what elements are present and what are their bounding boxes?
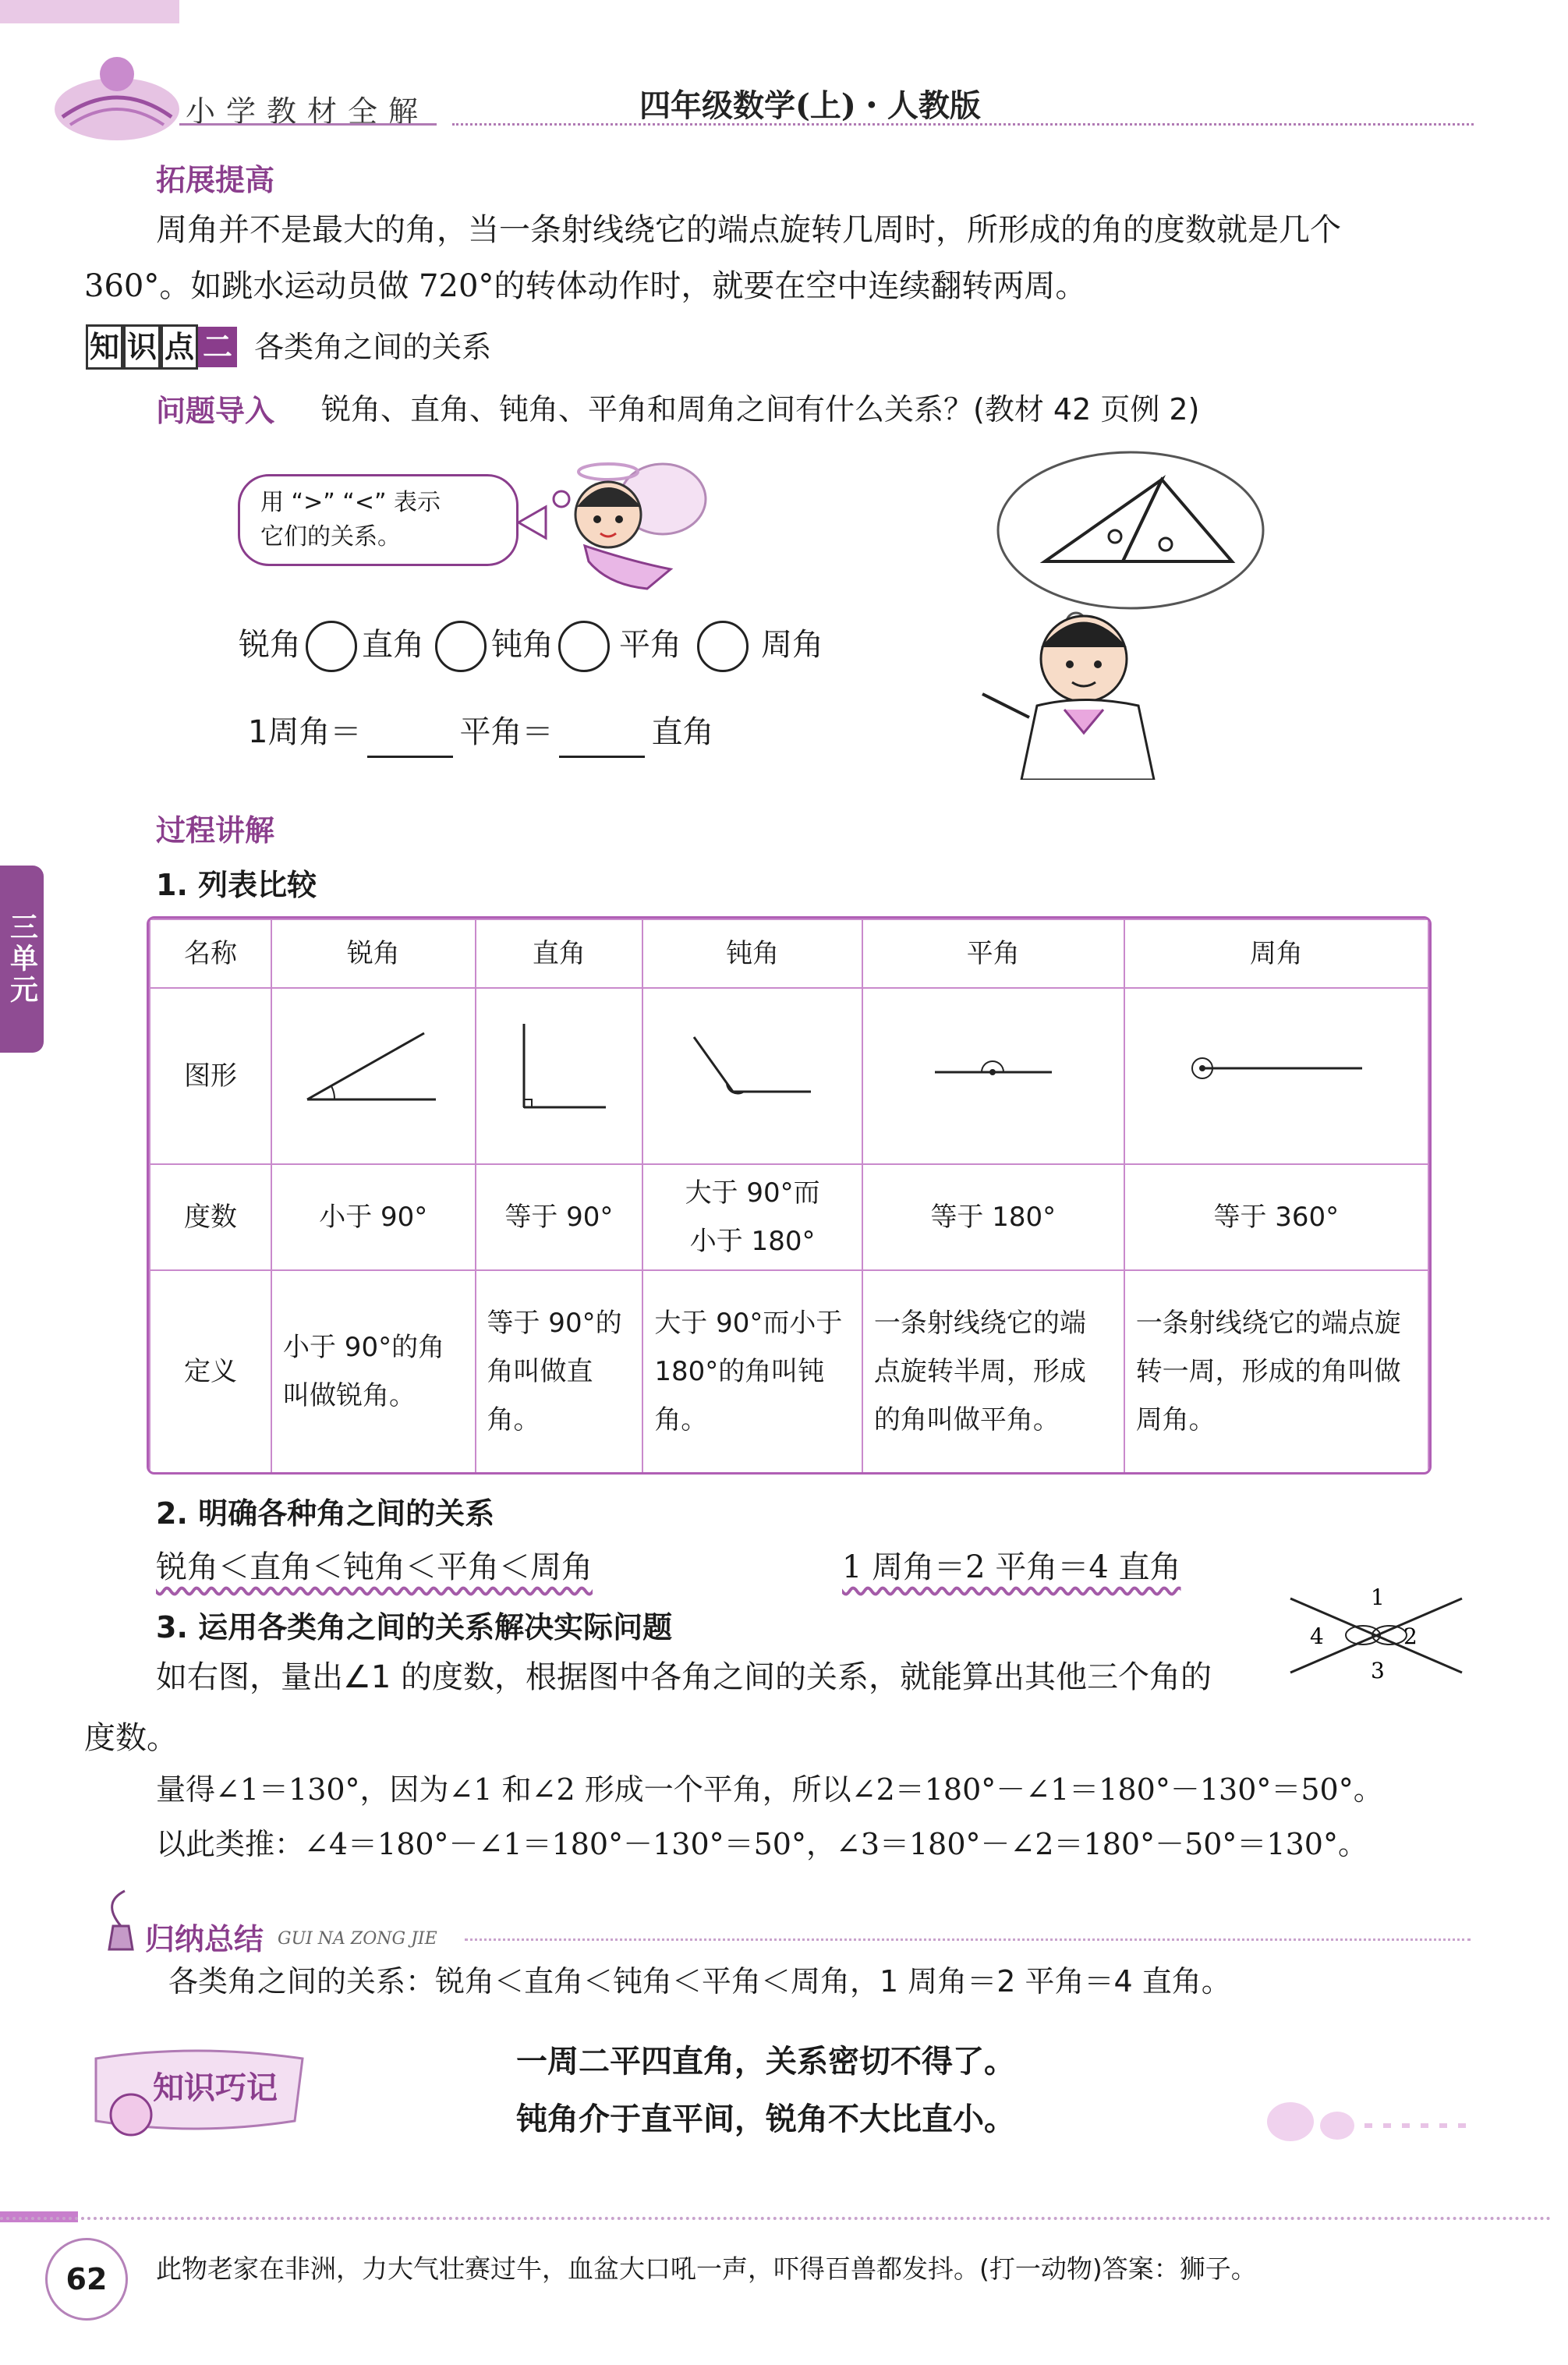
table-header-cell: 周角 [1124, 919, 1428, 988]
summary-label: 归纳总结 [145, 1922, 264, 1956]
book-logo-icon [47, 31, 187, 148]
degree-cell: 等于 180° [862, 1164, 1124, 1270]
degree-cell: 小于 90° [271, 1164, 476, 1270]
kp-tag-number: 二 [198, 327, 237, 367]
equation-row [248, 706, 713, 758]
obtuse-angle-figure-cell [642, 988, 862, 1164]
intro-question: 锐角、直角、钝角、平角和周角之间有什么关系？(教材 42 页例 2) [321, 392, 1200, 427]
footer-riddle: 此物老家在非洲，力大气壮赛过牛，血盆大口吼一声，吓得百兽都发抖。(打一动物)答案：狮子。 [156, 2253, 1257, 2284]
compare-circle-3[interactable] [558, 621, 610, 672]
degree-row-label: 度数 [150, 1164, 271, 1270]
table-header-cell: 锐角 [271, 919, 476, 988]
straight-angle-figure-cell [862, 988, 1124, 1164]
extension-line-1: 周角并不是最大的角，当一条射线绕它的端点旋转几周时，所形成的角的度数就是几个 [156, 212, 1341, 248]
inkwell-icon [86, 1887, 148, 1957]
angle-label-1: 1 [1371, 1584, 1385, 1610]
process-heading: 过程讲解 [156, 813, 275, 848]
full-angle-figure-cell [1124, 988, 1428, 1164]
angle-label-4: 4 [1310, 1623, 1324, 1649]
mnemonic-line-2: 钝角介于直平间，锐角不大比直小。 [516, 2101, 1015, 2137]
compare-obtuse: 钝角 [491, 627, 554, 663]
eq-part-3: 直角 [651, 714, 714, 750]
page-number: 62 [45, 2238, 128, 2321]
speech-line-2: 它们的关系。 [260, 523, 401, 551]
acute-angle-figure-cell [271, 988, 476, 1164]
compare-acute: 锐角 [239, 627, 301, 663]
step-1-heading: 1. 列表比较 [156, 868, 317, 902]
practice-line-1: 如右图，量出∠1 的度数，根据图中各角之间的关系，就能算出其他三个角的 [156, 1659, 1212, 1695]
definition-cell: 等于 90°的角叫做直角。 [476, 1270, 643, 1473]
unit-side-tab: 三单元 [0, 866, 44, 1053]
header-dotted-rule [452, 123, 1474, 126]
definition-cell: 一条射线绕它的端点旋转半周，形成的角叫做平角。 [862, 1270, 1124, 1473]
extension-heading: 拓展提高 [156, 163, 275, 197]
speech-bubble [238, 474, 519, 566]
compare-straight: 平角 [619, 627, 681, 663]
straight-angle-icon [927, 1045, 1060, 1092]
compare-circle-2[interactable] [435, 621, 487, 672]
eq-part-2: 平角＝ [459, 714, 554, 750]
relation-order: 锐角＜直角＜钝角＜平角＜周角 [156, 1549, 593, 1585]
practice-line-3: 量得∠1＝130°，因为∠1 和∠2 形成一个平角，所以∠2＝180°－∠1＝180°－130°＝50°。 [156, 1772, 1383, 1807]
degree-cell: 等于 90° [476, 1164, 643, 1270]
step-2-heading: 2. 明确各种角之间的关系 [156, 1496, 495, 1531]
degree-cell: 等于 360° [1124, 1164, 1428, 1270]
angle-comparison-table [147, 916, 1432, 1475]
kp-title: 各类角之间的关系 [254, 330, 492, 364]
summary-dotted-rule [465, 1938, 1471, 1941]
speech-line-1: 用 “>” “<” 表示 [260, 489, 441, 516]
summary-text: 各类角之间的关系：锐角＜直角＜钝角＜平角＜周角，1 周角＝2 平角＝4 直角。 [168, 1964, 1231, 1999]
series-title: 小学教材全解 [186, 94, 430, 129]
table-header-cell: 名称 [150, 919, 271, 988]
practice-line-4: 以此类推：∠4＝180°－∠1＝180°－130°＝50°，∠3＝180°－∠2＝180°－50°＝130°。 [156, 1827, 1368, 1861]
eq-blank-1[interactable] [367, 721, 453, 758]
thinking-boy-illustration [959, 444, 1364, 780]
definition-cell: 大于 90°而小于 180°的角叫钝角。 [642, 1270, 862, 1473]
table-row-definition [150, 1270, 1428, 1473]
compare-right: 直角 [362, 627, 424, 663]
book-title: 四年级数学(上)・人教版 [639, 87, 981, 124]
relation-equality: 1 周角＝2 平角＝4 直角 [842, 1549, 1181, 1585]
birds-decoration-icon [1255, 2087, 1481, 2149]
table-header-cell: 钝角 [642, 919, 862, 988]
kp-tag-3: 点 [161, 324, 198, 370]
mnemonic-label: 知识巧记 [153, 2070, 278, 2106]
intersecting-lines-figure [1279, 1583, 1474, 1684]
eq-blank-2[interactable] [559, 721, 645, 758]
practice-line-2: 度数。 [84, 1720, 178, 1756]
summary-pinyin: GUI NA ZONG JIE [278, 1929, 437, 1949]
step-3-heading: 3. 运用各类角之间的关系解决实际问题 [156, 1610, 673, 1645]
header-accent-bar [0, 0, 179, 23]
obtuse-angle-icon [686, 1025, 819, 1111]
degree-obtuse-line-1: 大于 90°而 [685, 1177, 820, 1209]
header-rule [179, 123, 437, 126]
angle-label-3: 3 [1371, 1658, 1385, 1683]
footer-dotted-rule [0, 2217, 1552, 2220]
right-angle-icon [508, 1018, 610, 1119]
compare-circle-1[interactable] [306, 621, 357, 672]
knowledge-point-heading [86, 324, 491, 370]
kp-tag-1: 知 [86, 324, 123, 370]
table-header-cell: 直角 [476, 919, 643, 988]
intro-label: 问题导入 [156, 394, 275, 428]
compare-circle-4[interactable] [697, 621, 749, 672]
kp-tag-2: 识 [123, 324, 161, 370]
compare-row [239, 618, 823, 672]
table-row-figure [150, 988, 1428, 1164]
compare-full: 周角 [761, 627, 823, 663]
degree-obtuse-line-2: 小于 180° [689, 1226, 816, 1257]
table-header-cell: 平角 [862, 919, 1124, 988]
full-angle-icon [1183, 1045, 1370, 1092]
definition-cell: 一条射线绕它的端点旋转一周，形成的角叫做周角。 [1124, 1270, 1428, 1473]
acute-angle-icon [299, 1025, 448, 1111]
degree-cell-obtuse [642, 1164, 862, 1270]
table-header-row [150, 919, 1428, 988]
fairy-girl-illustration [515, 452, 717, 593]
eq-part-1: 1周角＝ [248, 714, 362, 750]
table-row-degree [150, 1164, 1428, 1270]
definition-cell: 小于 90°的角叫做锐角。 [271, 1270, 476, 1473]
extension-line-2: 360°。如跳水运动员做 720°的转体动作时，就要在空中连续翻转两周。 [84, 268, 1087, 304]
angle-label-2: 2 [1403, 1623, 1418, 1649]
figure-row-label: 图形 [150, 988, 271, 1164]
right-angle-figure-cell [476, 988, 643, 1164]
definition-row-label: 定义 [150, 1270, 271, 1473]
mnemonic-line-1: 一周二平四直角，关系密切不得了。 [516, 2043, 1015, 2080]
